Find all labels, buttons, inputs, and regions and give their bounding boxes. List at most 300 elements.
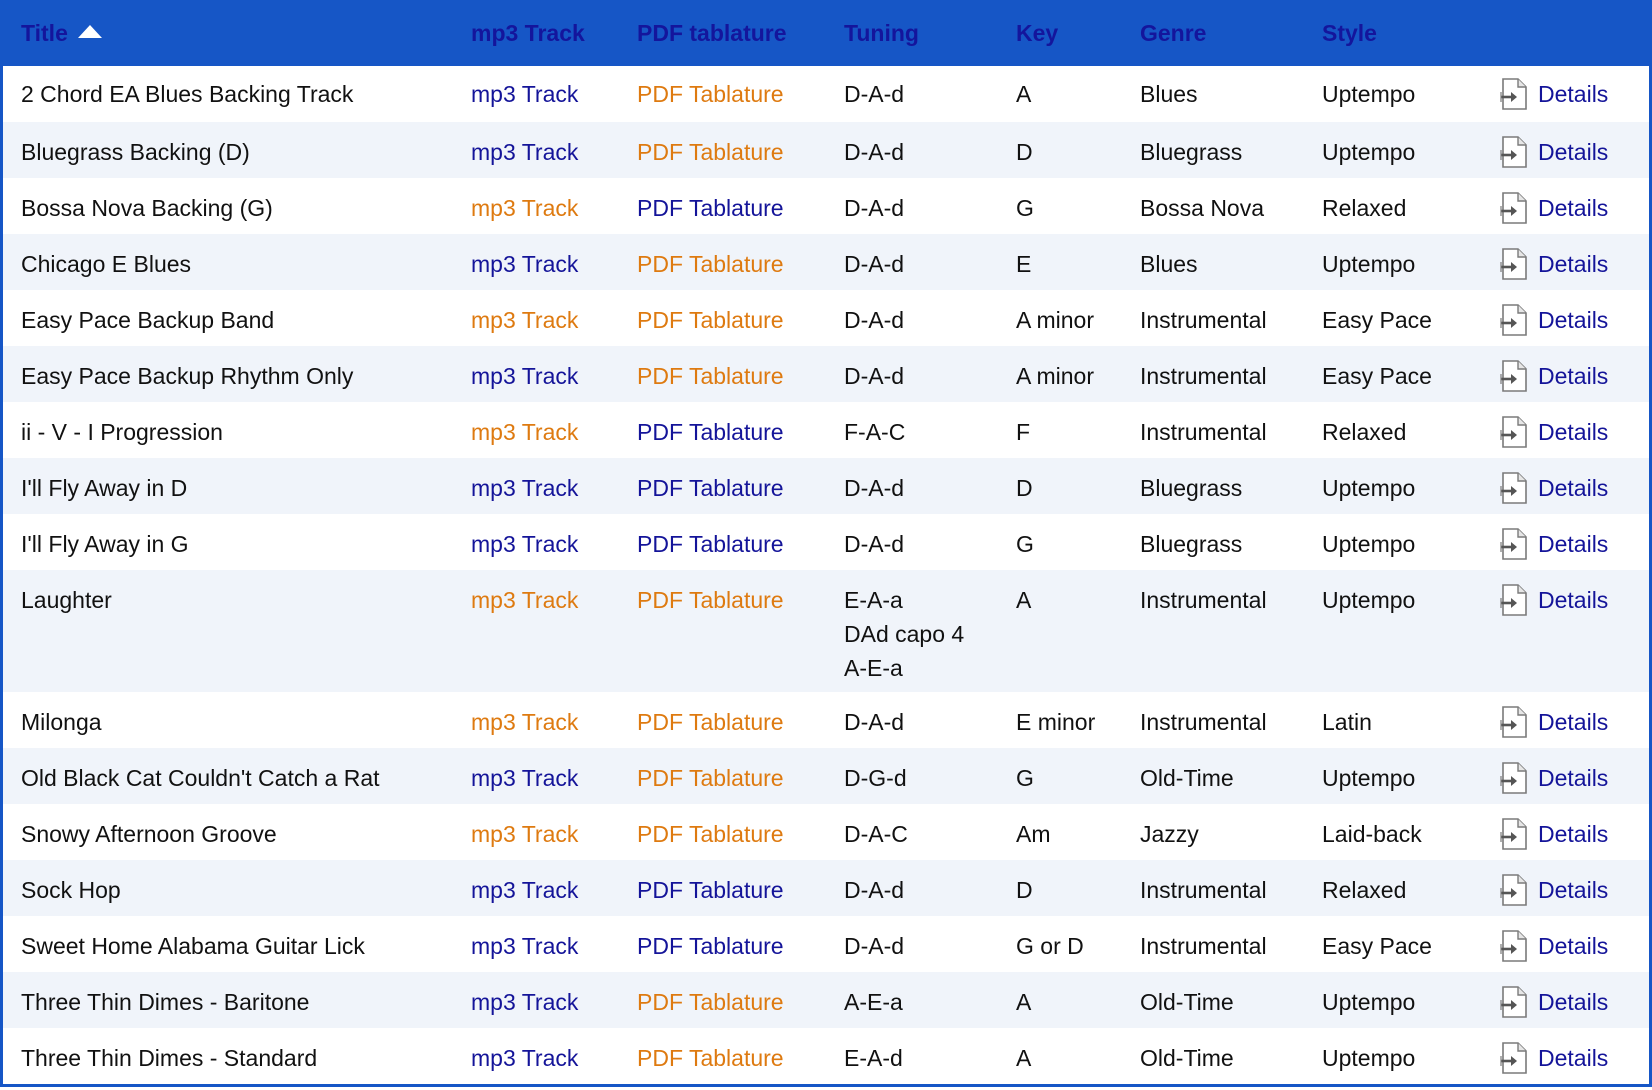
track-style: Uptempo xyxy=(1322,251,1416,277)
track-title: Bossa Nova Backing (G) xyxy=(21,195,273,221)
table-row xyxy=(3,860,1649,916)
tuning-value: D-A-d xyxy=(844,251,905,277)
genre-cell xyxy=(1122,916,1304,972)
document-arrow-icon xyxy=(1500,528,1528,560)
track-key: D xyxy=(1016,139,1033,165)
key-cell xyxy=(998,122,1122,178)
tuning-value: D-G-d xyxy=(844,765,907,791)
style-cell xyxy=(1304,402,1474,458)
details-label: Details xyxy=(1538,709,1609,735)
tuning-cell xyxy=(826,748,998,804)
track-key: G xyxy=(1016,531,1034,557)
document-arrow-icon xyxy=(1500,360,1528,392)
mp3-track-link[interactable]: mp3 Track xyxy=(471,1045,579,1071)
title-cell xyxy=(3,178,453,234)
mp3-track-link[interactable]: mp3 Track xyxy=(471,307,579,333)
style-cell xyxy=(1304,290,1474,346)
table-row xyxy=(3,748,1649,804)
pdf-cell xyxy=(619,860,826,916)
track-style: Laid-back xyxy=(1322,821,1422,847)
table-row xyxy=(3,804,1649,860)
mp3-cell xyxy=(453,860,619,916)
key-cell xyxy=(998,66,1122,122)
details-cell xyxy=(1474,570,1649,692)
tuning-value: E-A-d xyxy=(844,1045,903,1071)
mp3-track-link[interactable]: mp3 Track xyxy=(471,419,579,445)
title-cell xyxy=(3,66,453,122)
genre-cell xyxy=(1122,514,1304,570)
tuning-cell xyxy=(826,178,998,234)
style-cell xyxy=(1304,1028,1474,1084)
tuning-value: D-A-d xyxy=(844,307,905,333)
track-style: Uptempo xyxy=(1322,989,1416,1015)
style-cell xyxy=(1304,178,1474,234)
table-row xyxy=(3,692,1649,748)
track-title: Three Thin Dimes - Baritone xyxy=(21,989,310,1015)
pdf-tablature-link[interactable]: PDF Tablature xyxy=(637,307,784,333)
details-label: Details xyxy=(1538,139,1609,165)
tuning-cell xyxy=(826,402,998,458)
tuning-cell xyxy=(826,1028,998,1084)
mp3-cell xyxy=(453,692,619,748)
pdf-tablature-link[interactable]: PDF Tablature xyxy=(637,363,784,389)
details-link[interactable] xyxy=(1492,1041,1608,1075)
header-pdf-label: PDF tablature xyxy=(637,19,787,46)
mp3-track-link[interactable]: mp3 Track xyxy=(471,821,579,847)
mp3-cell xyxy=(453,570,619,692)
track-genre: Instrumental xyxy=(1140,419,1267,445)
track-genre: Instrumental xyxy=(1140,933,1267,959)
document-arrow-icon xyxy=(1500,818,1528,850)
details-cell xyxy=(1474,402,1649,458)
mp3-track-link[interactable]: mp3 Track xyxy=(471,933,579,959)
title-cell xyxy=(3,514,453,570)
key-cell xyxy=(998,402,1122,458)
key-cell xyxy=(998,972,1122,1028)
document-arrow-icon xyxy=(1500,874,1528,906)
track-key: E xyxy=(1016,251,1032,277)
track-key: A xyxy=(1016,587,1032,613)
details-label: Details xyxy=(1538,251,1609,277)
mp3-cell xyxy=(453,178,619,234)
track-style: Relaxed xyxy=(1322,877,1407,903)
style-cell xyxy=(1304,122,1474,178)
mp3-track-link[interactable]: mp3 Track xyxy=(471,765,579,791)
pdf-cell xyxy=(619,916,826,972)
style-cell xyxy=(1304,514,1474,570)
track-genre: Blues xyxy=(1140,81,1198,107)
track-title: I'll Fly Away in G xyxy=(21,531,189,557)
track-title: Chicago E Blues xyxy=(21,251,192,277)
document-arrow-icon xyxy=(1500,192,1528,224)
pdf-cell xyxy=(619,748,826,804)
details-cell xyxy=(1474,804,1649,860)
title-cell xyxy=(3,1028,453,1084)
genre-cell xyxy=(1122,402,1304,458)
header-style-label: Style xyxy=(1322,19,1377,46)
header-tuning-label: Tuning xyxy=(844,19,919,46)
tuning-cell xyxy=(826,860,998,916)
style-cell xyxy=(1304,346,1474,402)
tuning-value: F-A-C xyxy=(844,419,906,445)
details-link[interactable] xyxy=(1492,761,1608,795)
pdf-cell xyxy=(619,346,826,402)
tuning-cell xyxy=(826,692,998,748)
track-title: Three Thin Dimes - Standard xyxy=(21,1045,318,1071)
tuning-cell xyxy=(826,916,998,972)
details-link[interactable] xyxy=(1492,817,1608,851)
track-title: Snowy Afternoon Groove xyxy=(21,821,277,847)
track-style: Uptempo xyxy=(1322,139,1416,165)
table-row xyxy=(3,1028,1649,1084)
track-style: Relaxed xyxy=(1322,195,1407,221)
genre-cell xyxy=(1122,234,1304,290)
pdf-tablature-link[interactable]: PDF Tablature xyxy=(637,709,784,735)
pdf-cell xyxy=(619,1028,826,1084)
style-cell xyxy=(1304,972,1474,1028)
mp3-cell xyxy=(453,122,619,178)
details-link[interactable] xyxy=(1492,583,1608,617)
tuning-value: D-A-C xyxy=(844,821,908,847)
tuning-value: A-E-a xyxy=(844,989,903,1015)
mp3-track-link[interactable]: mp3 Track xyxy=(471,531,579,557)
tuning-cell xyxy=(826,346,998,402)
track-genre: Instrumental xyxy=(1140,307,1267,333)
details-cell xyxy=(1474,972,1649,1028)
pdf-tablature-link[interactable]: PDF Tablature xyxy=(637,1045,784,1071)
key-cell xyxy=(998,804,1122,860)
pdf-cell xyxy=(619,402,826,458)
table-header xyxy=(3,0,1649,66)
title-cell xyxy=(3,346,453,402)
details-label: Details xyxy=(1538,877,1609,903)
mp3-cell xyxy=(453,402,619,458)
track-key: F xyxy=(1016,419,1031,445)
track-genre: Bossa Nova xyxy=(1140,195,1265,221)
genre-cell xyxy=(1122,804,1304,860)
genre-cell xyxy=(1122,972,1304,1028)
details-label: Details xyxy=(1538,81,1609,107)
details-cell xyxy=(1474,916,1649,972)
track-title: Sweet Home Alabama Guitar Lick xyxy=(21,933,365,959)
track-title: Laughter xyxy=(21,587,112,613)
details-label: Details xyxy=(1538,587,1609,613)
track-style: Easy Pace xyxy=(1322,363,1432,389)
genre-cell xyxy=(1122,122,1304,178)
header-mp3-label: mp3 Track xyxy=(471,19,585,46)
mp3-track-link[interactable]: mp3 Track xyxy=(471,363,579,389)
pdf-tablature-link[interactable]: PDF Tablature xyxy=(637,877,784,903)
mp3-cell xyxy=(453,748,619,804)
details-link[interactable] xyxy=(1492,705,1608,739)
key-cell xyxy=(998,346,1122,402)
key-cell xyxy=(998,692,1122,748)
track-genre: Instrumental xyxy=(1140,877,1267,903)
mp3-cell xyxy=(453,916,619,972)
tuning-value: D-A-d xyxy=(844,139,905,165)
details-link[interactable] xyxy=(1492,359,1608,393)
header-pdf[interactable] xyxy=(619,0,826,66)
title-cell xyxy=(3,748,453,804)
style-cell xyxy=(1304,860,1474,916)
header-title[interactable] xyxy=(3,0,453,66)
details-label: Details xyxy=(1538,531,1609,557)
track-genre: Old-Time xyxy=(1140,765,1234,791)
track-key: D xyxy=(1016,475,1033,501)
details-link[interactable] xyxy=(1492,303,1608,337)
track-title: 2 Chord EA Blues Backing Track xyxy=(21,81,354,107)
details-cell xyxy=(1474,860,1649,916)
title-cell xyxy=(3,290,453,346)
track-genre: Bluegrass xyxy=(1140,139,1243,165)
tuning-cell xyxy=(826,66,998,122)
track-genre: Old-Time xyxy=(1140,989,1234,1015)
mp3-track-link[interactable]: mp3 Track xyxy=(471,989,579,1015)
document-arrow-icon xyxy=(1500,304,1528,336)
title-cell xyxy=(3,860,453,916)
track-key: A xyxy=(1016,1045,1032,1071)
genre-cell xyxy=(1122,66,1304,122)
details-cell xyxy=(1474,66,1649,122)
track-genre: Old-Time xyxy=(1140,1045,1234,1071)
tuning-cell xyxy=(826,570,998,692)
header-row xyxy=(3,0,1649,66)
tuning-value: E-A-a xyxy=(844,587,903,613)
details-link[interactable] xyxy=(1492,985,1608,1019)
tuning-cell xyxy=(826,514,998,570)
details-label: Details xyxy=(1538,989,1609,1015)
document-arrow-icon xyxy=(1500,1042,1528,1074)
track-style: Uptempo xyxy=(1322,475,1416,501)
key-cell xyxy=(998,860,1122,916)
track-key: A minor xyxy=(1016,307,1094,333)
track-genre: Jazzy xyxy=(1140,821,1199,847)
track-genre: Bluegrass xyxy=(1140,475,1243,501)
mp3-cell xyxy=(453,346,619,402)
tuning-value: D-A-d xyxy=(844,363,905,389)
header-tuning[interactable] xyxy=(826,0,998,66)
details-label: Details xyxy=(1538,475,1609,501)
track-key: A xyxy=(1016,81,1032,107)
details-label: Details xyxy=(1538,307,1609,333)
title-cell xyxy=(3,234,453,290)
tuning-cell xyxy=(826,804,998,860)
pdf-tablature-link[interactable]: PDF Tablature xyxy=(637,139,784,165)
document-arrow-icon xyxy=(1500,762,1528,794)
header-key-label: Key xyxy=(1016,19,1059,46)
details-link[interactable] xyxy=(1492,135,1608,169)
style-cell xyxy=(1304,804,1474,860)
header-title-label: Title xyxy=(21,19,68,46)
key-cell xyxy=(998,916,1122,972)
style-cell xyxy=(1304,458,1474,514)
details-label: Details xyxy=(1538,821,1609,847)
document-arrow-icon xyxy=(1500,986,1528,1018)
details-cell xyxy=(1474,290,1649,346)
genre-cell xyxy=(1122,290,1304,346)
key-cell xyxy=(998,290,1122,346)
document-arrow-icon xyxy=(1500,416,1528,448)
mp3-track-link[interactable]: mp3 Track xyxy=(471,139,579,165)
pdf-cell xyxy=(619,122,826,178)
header-key[interactable] xyxy=(998,0,1122,66)
track-style: Uptempo xyxy=(1322,531,1416,557)
track-title: I'll Fly Away in D xyxy=(21,475,188,501)
document-arrow-icon xyxy=(1500,248,1528,280)
track-title: Old Black Cat Couldn't Catch a Rat xyxy=(21,765,380,791)
table-row xyxy=(3,290,1649,346)
track-style: Easy Pace xyxy=(1322,933,1432,959)
pdf-cell xyxy=(619,178,826,234)
mp3-track-link[interactable]: mp3 Track xyxy=(471,877,579,903)
details-link[interactable] xyxy=(1492,247,1608,281)
track-key: D xyxy=(1016,877,1033,903)
details-link[interactable] xyxy=(1492,77,1608,111)
pdf-tablature-link[interactable]: PDF Tablature xyxy=(637,821,784,847)
tuning-value: DAd capo 4 xyxy=(844,621,965,647)
mp3-track-link[interactable]: mp3 Track xyxy=(471,81,579,107)
details-cell xyxy=(1474,1028,1649,1084)
pdf-tablature-link[interactable]: PDF Tablature xyxy=(637,933,784,959)
table-row xyxy=(3,458,1649,514)
details-label: Details xyxy=(1538,195,1609,221)
pdf-tablature-link[interactable]: PDF Tablature xyxy=(637,195,784,221)
tuning-cell xyxy=(826,972,998,1028)
genre-cell xyxy=(1122,1028,1304,1084)
table-row xyxy=(3,178,1649,234)
track-title: ii - V - I Progression xyxy=(21,419,223,445)
pdf-cell xyxy=(619,972,826,1028)
key-cell xyxy=(998,514,1122,570)
title-cell xyxy=(3,916,453,972)
style-cell xyxy=(1304,66,1474,122)
track-key: A xyxy=(1016,989,1032,1015)
mp3-cell xyxy=(453,290,619,346)
details-label: Details xyxy=(1538,765,1609,791)
style-cell xyxy=(1304,234,1474,290)
table-row xyxy=(3,402,1649,458)
track-key: Am xyxy=(1016,821,1051,847)
pdf-tablature-link[interactable]: PDF Tablature xyxy=(637,587,784,613)
header-genre[interactable] xyxy=(1122,0,1304,66)
details-cell xyxy=(1474,748,1649,804)
track-key: G xyxy=(1016,765,1034,791)
track-key: A minor xyxy=(1016,363,1094,389)
details-cell xyxy=(1474,458,1649,514)
track-title: Sock Hop xyxy=(21,877,121,903)
pdf-tablature-link[interactable]: PDF Tablature xyxy=(637,765,784,791)
genre-cell xyxy=(1122,860,1304,916)
track-key: G xyxy=(1016,195,1034,221)
tuning-value: D-A-d xyxy=(844,195,905,221)
table-row xyxy=(3,346,1649,402)
title-cell xyxy=(3,570,453,692)
track-genre: Instrumental xyxy=(1140,587,1267,613)
pdf-cell xyxy=(619,570,826,692)
track-genre: Instrumental xyxy=(1140,709,1267,735)
details-link[interactable] xyxy=(1492,471,1608,505)
key-cell xyxy=(998,1028,1122,1084)
table-row xyxy=(3,66,1649,122)
tuning-cell xyxy=(826,458,998,514)
table-body xyxy=(3,66,1649,1084)
title-cell xyxy=(3,402,453,458)
tuning-value: D-A-d xyxy=(844,877,905,903)
details-cell xyxy=(1474,122,1649,178)
key-cell xyxy=(998,570,1122,692)
table-row xyxy=(3,972,1649,1028)
title-cell xyxy=(3,122,453,178)
header-mp3[interactable] xyxy=(453,0,619,66)
pdf-tablature-link[interactable]: PDF Tablature xyxy=(637,81,784,107)
track-style: Latin xyxy=(1322,709,1372,735)
mp3-cell xyxy=(453,514,619,570)
document-arrow-icon xyxy=(1500,472,1528,504)
genre-cell xyxy=(1122,748,1304,804)
document-arrow-icon xyxy=(1500,78,1528,110)
pdf-tablature-link[interactable]: PDF Tablature xyxy=(637,475,784,501)
mp3-cell xyxy=(453,234,619,290)
mp3-track-link[interactable]: mp3 Track xyxy=(471,251,579,277)
tuning-value: D-A-d xyxy=(844,81,905,107)
track-title: Bluegrass Backing (D) xyxy=(21,139,250,165)
tuning-cell xyxy=(826,234,998,290)
details-cell xyxy=(1474,514,1649,570)
details-label: Details xyxy=(1538,363,1609,389)
style-cell xyxy=(1304,916,1474,972)
details-cell xyxy=(1474,178,1649,234)
pdf-tablature-link[interactable]: PDF Tablature xyxy=(637,419,784,445)
details-link[interactable] xyxy=(1492,191,1608,225)
details-link[interactable] xyxy=(1492,527,1608,561)
track-style: Easy Pace xyxy=(1322,307,1432,333)
mp3-cell xyxy=(453,804,619,860)
table-row xyxy=(3,234,1649,290)
track-key: E minor xyxy=(1016,709,1096,735)
table-row xyxy=(3,570,1649,692)
style-cell xyxy=(1304,570,1474,692)
details-label: Details xyxy=(1538,1045,1609,1071)
track-title: Easy Pace Backup Band xyxy=(21,307,275,333)
mp3-cell xyxy=(453,1028,619,1084)
mp3-track-link[interactable]: mp3 Track xyxy=(471,709,579,735)
track-style: Uptempo xyxy=(1322,765,1416,791)
header-style[interactable] xyxy=(1304,0,1474,66)
sort-ascending-icon[interactable] xyxy=(78,25,102,38)
header-details xyxy=(1474,0,1649,66)
details-link[interactable] xyxy=(1492,929,1608,963)
track-title: Milonga xyxy=(21,709,102,735)
document-arrow-icon xyxy=(1500,930,1528,962)
mp3-track-link[interactable]: mp3 Track xyxy=(471,475,579,501)
details-cell xyxy=(1474,346,1649,402)
track-style: Uptempo xyxy=(1322,81,1416,107)
tuning-value: A-E-a xyxy=(844,655,903,681)
track-genre: Blues xyxy=(1140,251,1198,277)
mp3-track-link[interactable]: mp3 Track xyxy=(471,587,579,613)
mp3-track-link[interactable]: mp3 Track xyxy=(471,195,579,221)
details-link[interactable] xyxy=(1492,873,1608,907)
details-link[interactable] xyxy=(1492,415,1608,449)
title-cell xyxy=(3,458,453,514)
pdf-tablature-link[interactable]: PDF Tablature xyxy=(637,989,784,1015)
key-cell xyxy=(998,178,1122,234)
document-arrow-icon xyxy=(1500,136,1528,168)
pdf-tablature-link[interactable]: PDF Tablature xyxy=(637,251,784,277)
style-cell xyxy=(1304,748,1474,804)
pdf-tablature-link[interactable]: PDF Tablature xyxy=(637,531,784,557)
details-label: Details xyxy=(1538,933,1609,959)
